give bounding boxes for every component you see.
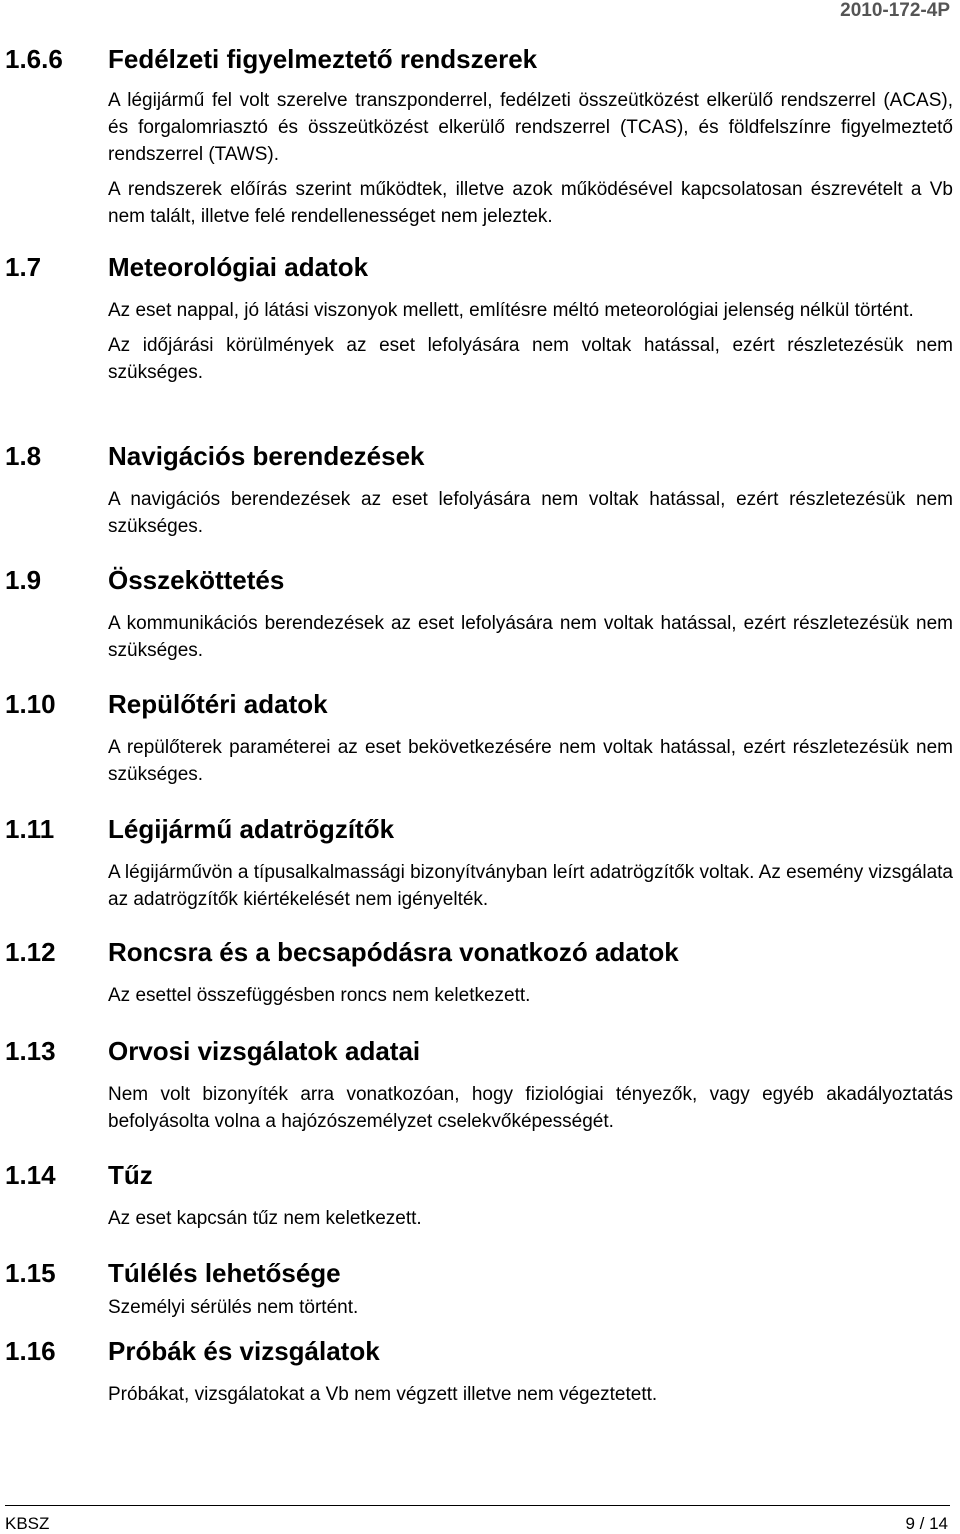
section-title: Túlélés lehetősége <box>108 1258 341 1288</box>
section-body <box>108 859 953 921</box>
paragraph: Az eset nappal, jó látási viszonyok mellett, említésre méltó meteorológiai jelenség nélkül történt. <box>108 300 914 321</box>
section-title: Orvosi vizsgálatok adatai <box>108 1036 421 1066</box>
section-number: 1.15 <box>5 1258 56 1288</box>
section-title: Repülőtéri adatok <box>108 689 328 719</box>
page-number: 9 / 14 <box>905 1514 948 1533</box>
section-body <box>108 1081 953 1143</box>
section-number: 1.8 <box>5 441 42 471</box>
paragraph: A légijármű fel volt szerelve transzponderrel, fedélzeti összeütközést elkerülő rendszerrel (ACAS), és forgalomriasztó és összeütközést elkerülő rendszerrel (TCAS), és földfelszínre figyelmeztető rendszerrel (TAWS). <box>108 90 953 165</box>
paragraph: Személyi sérülés nem történt. <box>108 1297 359 1318</box>
section-title: Légijármű adatrögzítők <box>108 814 395 844</box>
section-body <box>108 1205 953 1240</box>
section-body <box>108 1294 953 1329</box>
section-number: 1.13 <box>5 1036 56 1066</box>
paragraph: A repülőterek paraméterei az eset bekövetkezésére nem voltak hatással, ezért részletezésük nem szükséges. <box>108 737 953 785</box>
section-number: 1.7 <box>5 252 42 282</box>
footer-organization: KBSZ <box>5 1514 50 1533</box>
paragraph: Próbákat, vizsgálatokat a Vb nem végzett illetve nem végeztetett. <box>108 1384 658 1405</box>
section-title: Navigációs berendezések <box>108 441 425 471</box>
section-body <box>108 297 953 394</box>
section-number: 1.9 <box>5 565 42 595</box>
paragraph: A rendszerek előírás szerint működtek, illetve azok működésével kapcsolatosan észrevételt a Vb nem talált, illetve felé rendellenességet nem jeleztek. <box>108 179 953 227</box>
section-body <box>108 87 953 238</box>
paragraph: Nem volt bizonyíték arra vonatkozóan, hogy fiziológiai tényezők, vagy egyéb akadályoztatás befolyásolta volna a hajózószemélyzet cselekvőképességét. <box>108 1084 953 1132</box>
section-number: 1.12 <box>5 937 56 967</box>
footer-divider <box>5 1505 950 1506</box>
section-title: Meteorológiai adatok <box>108 252 369 282</box>
section-body <box>108 734 953 796</box>
paragraph: Az időjárási körülmények az eset lefolyására nem voltak hatással, ezért részletezésük nem szükséges. <box>108 335 953 383</box>
document-reference: 2010-172-4P <box>840 0 950 21</box>
paragraph: A kommunikációs berendezések az eset lefolyására nem voltak hatással, ezért részletezésük nem szükséges. <box>108 613 953 661</box>
section-title: Összeköttetés <box>108 565 285 595</box>
section-number: 1.10 <box>5 689 56 719</box>
paragraph: A navigációs berendezések az eset lefolyására nem voltak hatással, ezért részletezésük nem szükséges. <box>108 489 953 537</box>
paragraph: Az esettel összefüggésben roncs nem keletkezett. <box>108 985 531 1006</box>
section-number: 1.16 <box>5 1336 56 1366</box>
section-title: Tűz <box>108 1160 153 1190</box>
section-body <box>108 486 953 548</box>
section-title: Roncsra és a becsapódásra vonatkozó adatok <box>108 937 679 967</box>
section-title: Próbák és vizsgálatok <box>108 1336 380 1366</box>
section-body <box>108 1381 953 1416</box>
section-body <box>108 982 953 1017</box>
section-number: 1.6.6 <box>5 44 63 74</box>
paragraph: Az eset kapcsán tűz nem keletkezett. <box>108 1208 422 1229</box>
section-title: Fedélzeti figyelmeztető rendszerek <box>108 44 538 74</box>
section-number: 1.11 <box>5 814 55 844</box>
paragraph: A légijárművön a típusalkalmassági bizonyítványban leírt adatrögzítők voltak. Az esemény vizsgálata az adatrögzítők kiértékelését nem igényelték. <box>108 862 953 910</box>
section-number: 1.14 <box>5 1160 56 1190</box>
section-body <box>108 610 953 672</box>
